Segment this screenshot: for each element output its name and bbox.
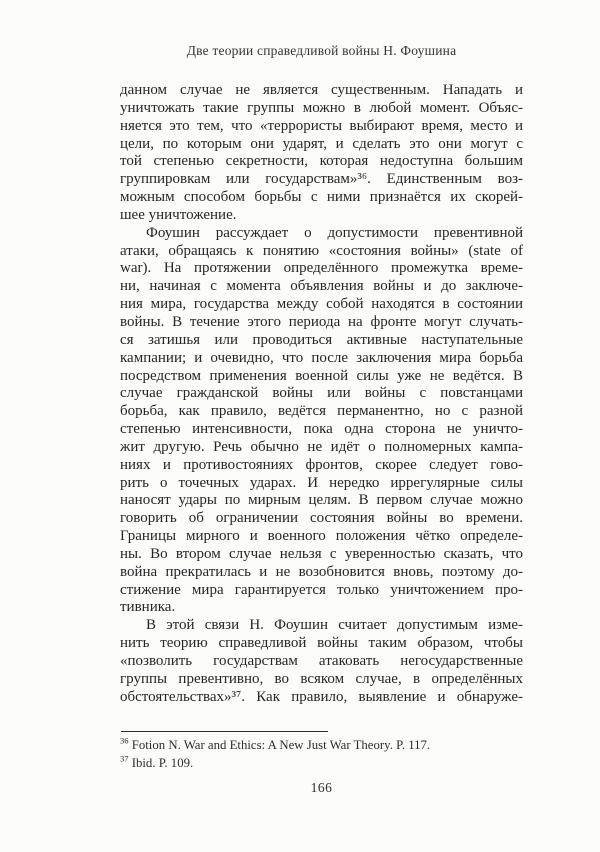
body-text (120, 82, 523, 707)
text-line: war). На протяжении определённого промежутка време- (120, 260, 523, 277)
text-line: «позволить государствам атаковать негосударственные (120, 653, 523, 669)
paragraph (120, 82, 523, 225)
text-line: Границы мирного и военного положения чётко определе- (120, 528, 523, 545)
text-line: рить о точечных ударах. И нередко иррегулярные силы (120, 474, 523, 491)
text-line: борьба, как правило, ведётся перманентно, но с разной (120, 403, 523, 420)
text-line: данном случае не является существенным. Нападать и (120, 82, 523, 98)
text-line: цели, по которым они ударят, и сделать это они могут с (120, 135, 523, 152)
paragraph (120, 617, 523, 706)
text-line: нить теорию справедливой войны таким образом, чтобы (120, 635, 523, 652)
text-line: степенью интенсивности, пока одна сторона не уничто- (120, 421, 523, 438)
text-line: говорить об ограничении состояния войны во времени. (120, 510, 523, 527)
text-line: можным способом борьбы с ними признаётся их скорей- (120, 189, 523, 206)
text-line: посредством применения военной силы уже не ведётся. В (120, 367, 523, 384)
text-line: ны. Во втором случае нельзя с уверенностью сказать, что (120, 545, 523, 562)
text-line: Фоушин рассуждает о допустимости превентивной (146, 224, 523, 241)
text-line: обстоятельствах»³⁷. Как правило, выявление и обнаруже- (120, 688, 523, 705)
text-line: группы превентивно, во всяком случае, в определённых (120, 670, 523, 687)
text-line: войны. В течение этого периода на фронте могут случать- (120, 313, 523, 330)
paragraph (120, 225, 523, 618)
text-line: тивника. (120, 599, 176, 616)
text-line: ния мира, государства между собой находятся в состоянии (120, 296, 523, 313)
footnote-separator (121, 731, 328, 732)
page-number: 166 (310, 780, 333, 795)
text-line: стижение мира гарантируется только уничтожением про- (120, 581, 523, 598)
text-line: уничтожать такие группы можно в любой момент. Объяс- (120, 99, 523, 116)
text-line: В этой связи Н. Фоушин считает допустимым изме- (146, 617, 523, 634)
footnote: $^{37}$ Ibid. P. 109. (120, 753, 194, 770)
text-line: ни, начиная с момента объявления войны и до заключе- (120, 278, 523, 295)
footnote: $^{36}$ Fotion N. War and Ethics: A New Just War Theory. P. 117. (120, 735, 431, 752)
text-line: няется это тем, что «террористы выбирают время, место и (120, 117, 523, 134)
text-line: атаки, обращаясь к понятию «состояния войны» (state of (120, 242, 523, 259)
text-line: наносят удары по мирным целям. В первом случае можно (120, 492, 523, 509)
text-line: группировкам или государствам»³⁶. Единственным воз- (120, 171, 523, 188)
text-line: ся затишья или проводиться активные наступательные (120, 331, 523, 348)
text-line: жит другую. Речь обычно не идёт о полномерных кампа- (120, 438, 523, 455)
footnotes (120, 737, 523, 772)
text-line: шее уничтожение. (120, 206, 237, 223)
text-line: случае гражданской войны или войны с повстанцами (120, 385, 523, 402)
footnote-marker: 36 (120, 735, 129, 746)
text-line: кампании; и очевидно, что после заключения мира борьба (120, 349, 523, 366)
text-line: ниях и противостояниях фронтов, скорее следует гово- (120, 456, 523, 473)
text-line: война прекратилась и не возобновится вновь, поэтому до- (120, 563, 523, 580)
text-line: той степенью секретности, которая недоступна большим (120, 153, 523, 170)
running-head: Две теории справедливой войны Н. Фоушина (186, 43, 457, 58)
footnote-marker: 37 (120, 753, 129, 764)
